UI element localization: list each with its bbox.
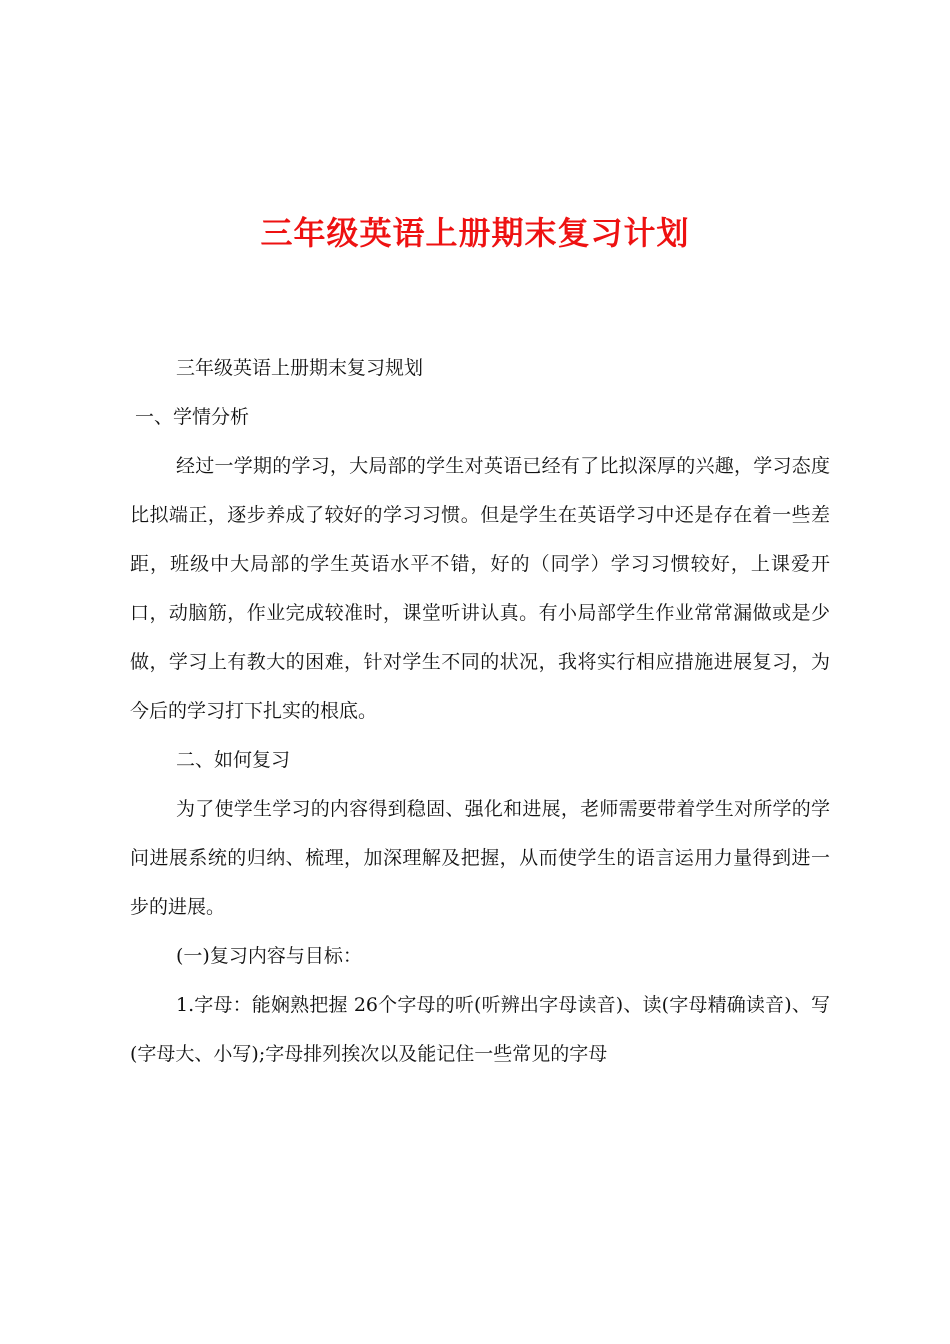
section-heading-review-method: 二、如何复习: [176, 749, 291, 771]
paragraph-letters: 1.字母：能娴熟把握 26个字母的听(听辨出字母读音)、读(字母精确读音)、写(字母大、小写);字母排列挨次以及能记住一些常见的字母: [130, 994, 830, 1065]
document-subtitle: 三年级英语上册期末复习规划: [176, 357, 424, 379]
section-heading-situation: 一、学情分析: [135, 406, 250, 428]
subsection-heading-content-goals: (一)复习内容与目标：: [176, 945, 362, 967]
paragraph-review-method: 为了使学生学习的内容得到稳固、强化和进展，老师需要带着学生对所学的学问进展系统的归纳、梳理，加深理解及把握，从而使学生的语言运用力量得到进一步的进展。: [130, 798, 830, 918]
paragraph-situation: 经过一学期的学习，大局部的学生对英语已经有了比拟深厚的兴趣，学习态度比拟端正，逐步养成了较好的学习习惯。但是学生在英语学习中还是存在着一些差距，班级中大局部的学生英语水平不错，好的（同学）学习习惯较好，上课爱开口，动脑筋，作业完成较准时，课堂听讲认真。有小局部学生作业常常漏做或是少做，学习上有教大的困难，针对学生不同的状况，我将实行相应措施进展复习，为今后的学习打下扎实的根底。: [130, 455, 830, 722]
document-title: 三年级英语上册期末复习计划: [260, 214, 690, 252]
document-body: [130, 344, 830, 1079]
